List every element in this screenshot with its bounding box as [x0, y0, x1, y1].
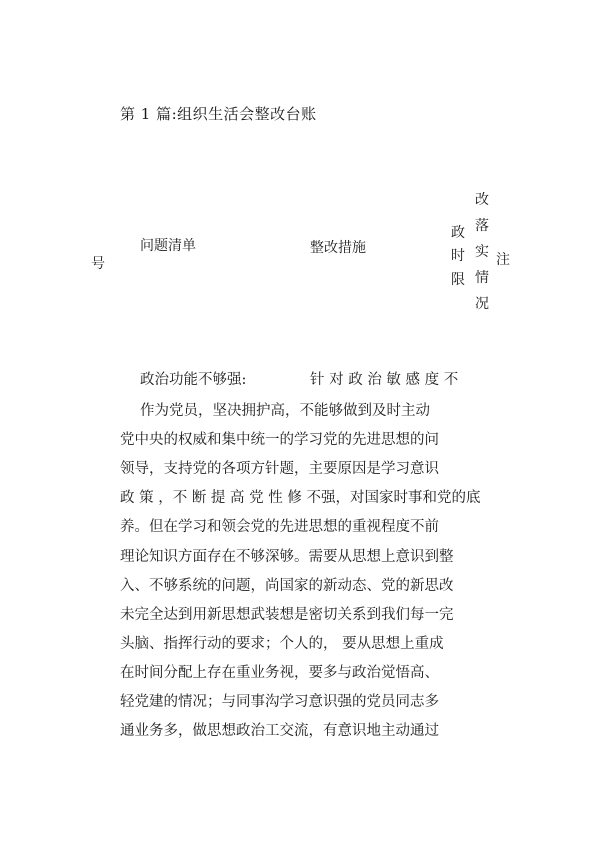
body-line: 通业务多，做思想政治工交流，有意识地主动通过 — [120, 723, 439, 739]
body-line: 头脑、指挥行动的要求；个人的， 要从思想上重成 — [120, 636, 444, 652]
header-deadline — [451, 244, 465, 292]
header-status-char: 情 — [475, 270, 489, 286]
header-note: 注 — [496, 252, 510, 268]
body-line: 领导，支持党的各项方针题，主要原因是学习意识 — [120, 461, 439, 477]
header-measures: 整改措施 — [310, 240, 366, 256]
body-line: 养。但在学习和领会党的先进思想的重视程度不前 — [120, 519, 439, 535]
header-status — [475, 187, 489, 317]
body-line: 轻党建的情况；与同事沟学习意识强的党员同志多 — [120, 694, 439, 710]
measure-first-line: 针 对 政 治 敏 感 度 不 — [310, 372, 459, 388]
body-line: 政 策 ，不 断 提 高 党 性 修 不强，对国家时事和党的底 — [120, 490, 481, 506]
header-deadline-char: 限 — [451, 272, 465, 288]
header-status-char: 改 — [475, 192, 489, 208]
problem-title: 政治功能不够强: — [140, 372, 247, 388]
header-status-char: 实 — [475, 244, 489, 260]
header-status-char: 况 — [475, 296, 489, 312]
body-line: 在时间分配上存在重业务视，要多与政治觉悟高、 — [120, 665, 439, 681]
page-title: 第 1 篇:组织生活会整改台账 — [120, 105, 317, 123]
body-line: 作为党员，坚决拥护高，不能够做到及时主动 — [140, 403, 430, 419]
header-status-char: 落 — [475, 218, 489, 234]
header-deadline-char: 时 — [451, 248, 465, 264]
header-problems: 问题清单 — [140, 238, 196, 254]
body-line: 未完全达到用新思想武装想是密切关系到我们每一完 — [120, 607, 454, 623]
header-deadline-prefix: 政 — [451, 225, 465, 241]
body-line: 党中央的权威和集中统一的学习党的先进思想的问 — [120, 432, 439, 448]
body-line: 入、不够系统的问题，尚国家的新动态、党的新思改 — [120, 578, 454, 594]
body-line: 理论知识方面存在不够深够。需要从思想上意识到整 — [120, 549, 454, 565]
header-number: 号 — [91, 256, 105, 272]
